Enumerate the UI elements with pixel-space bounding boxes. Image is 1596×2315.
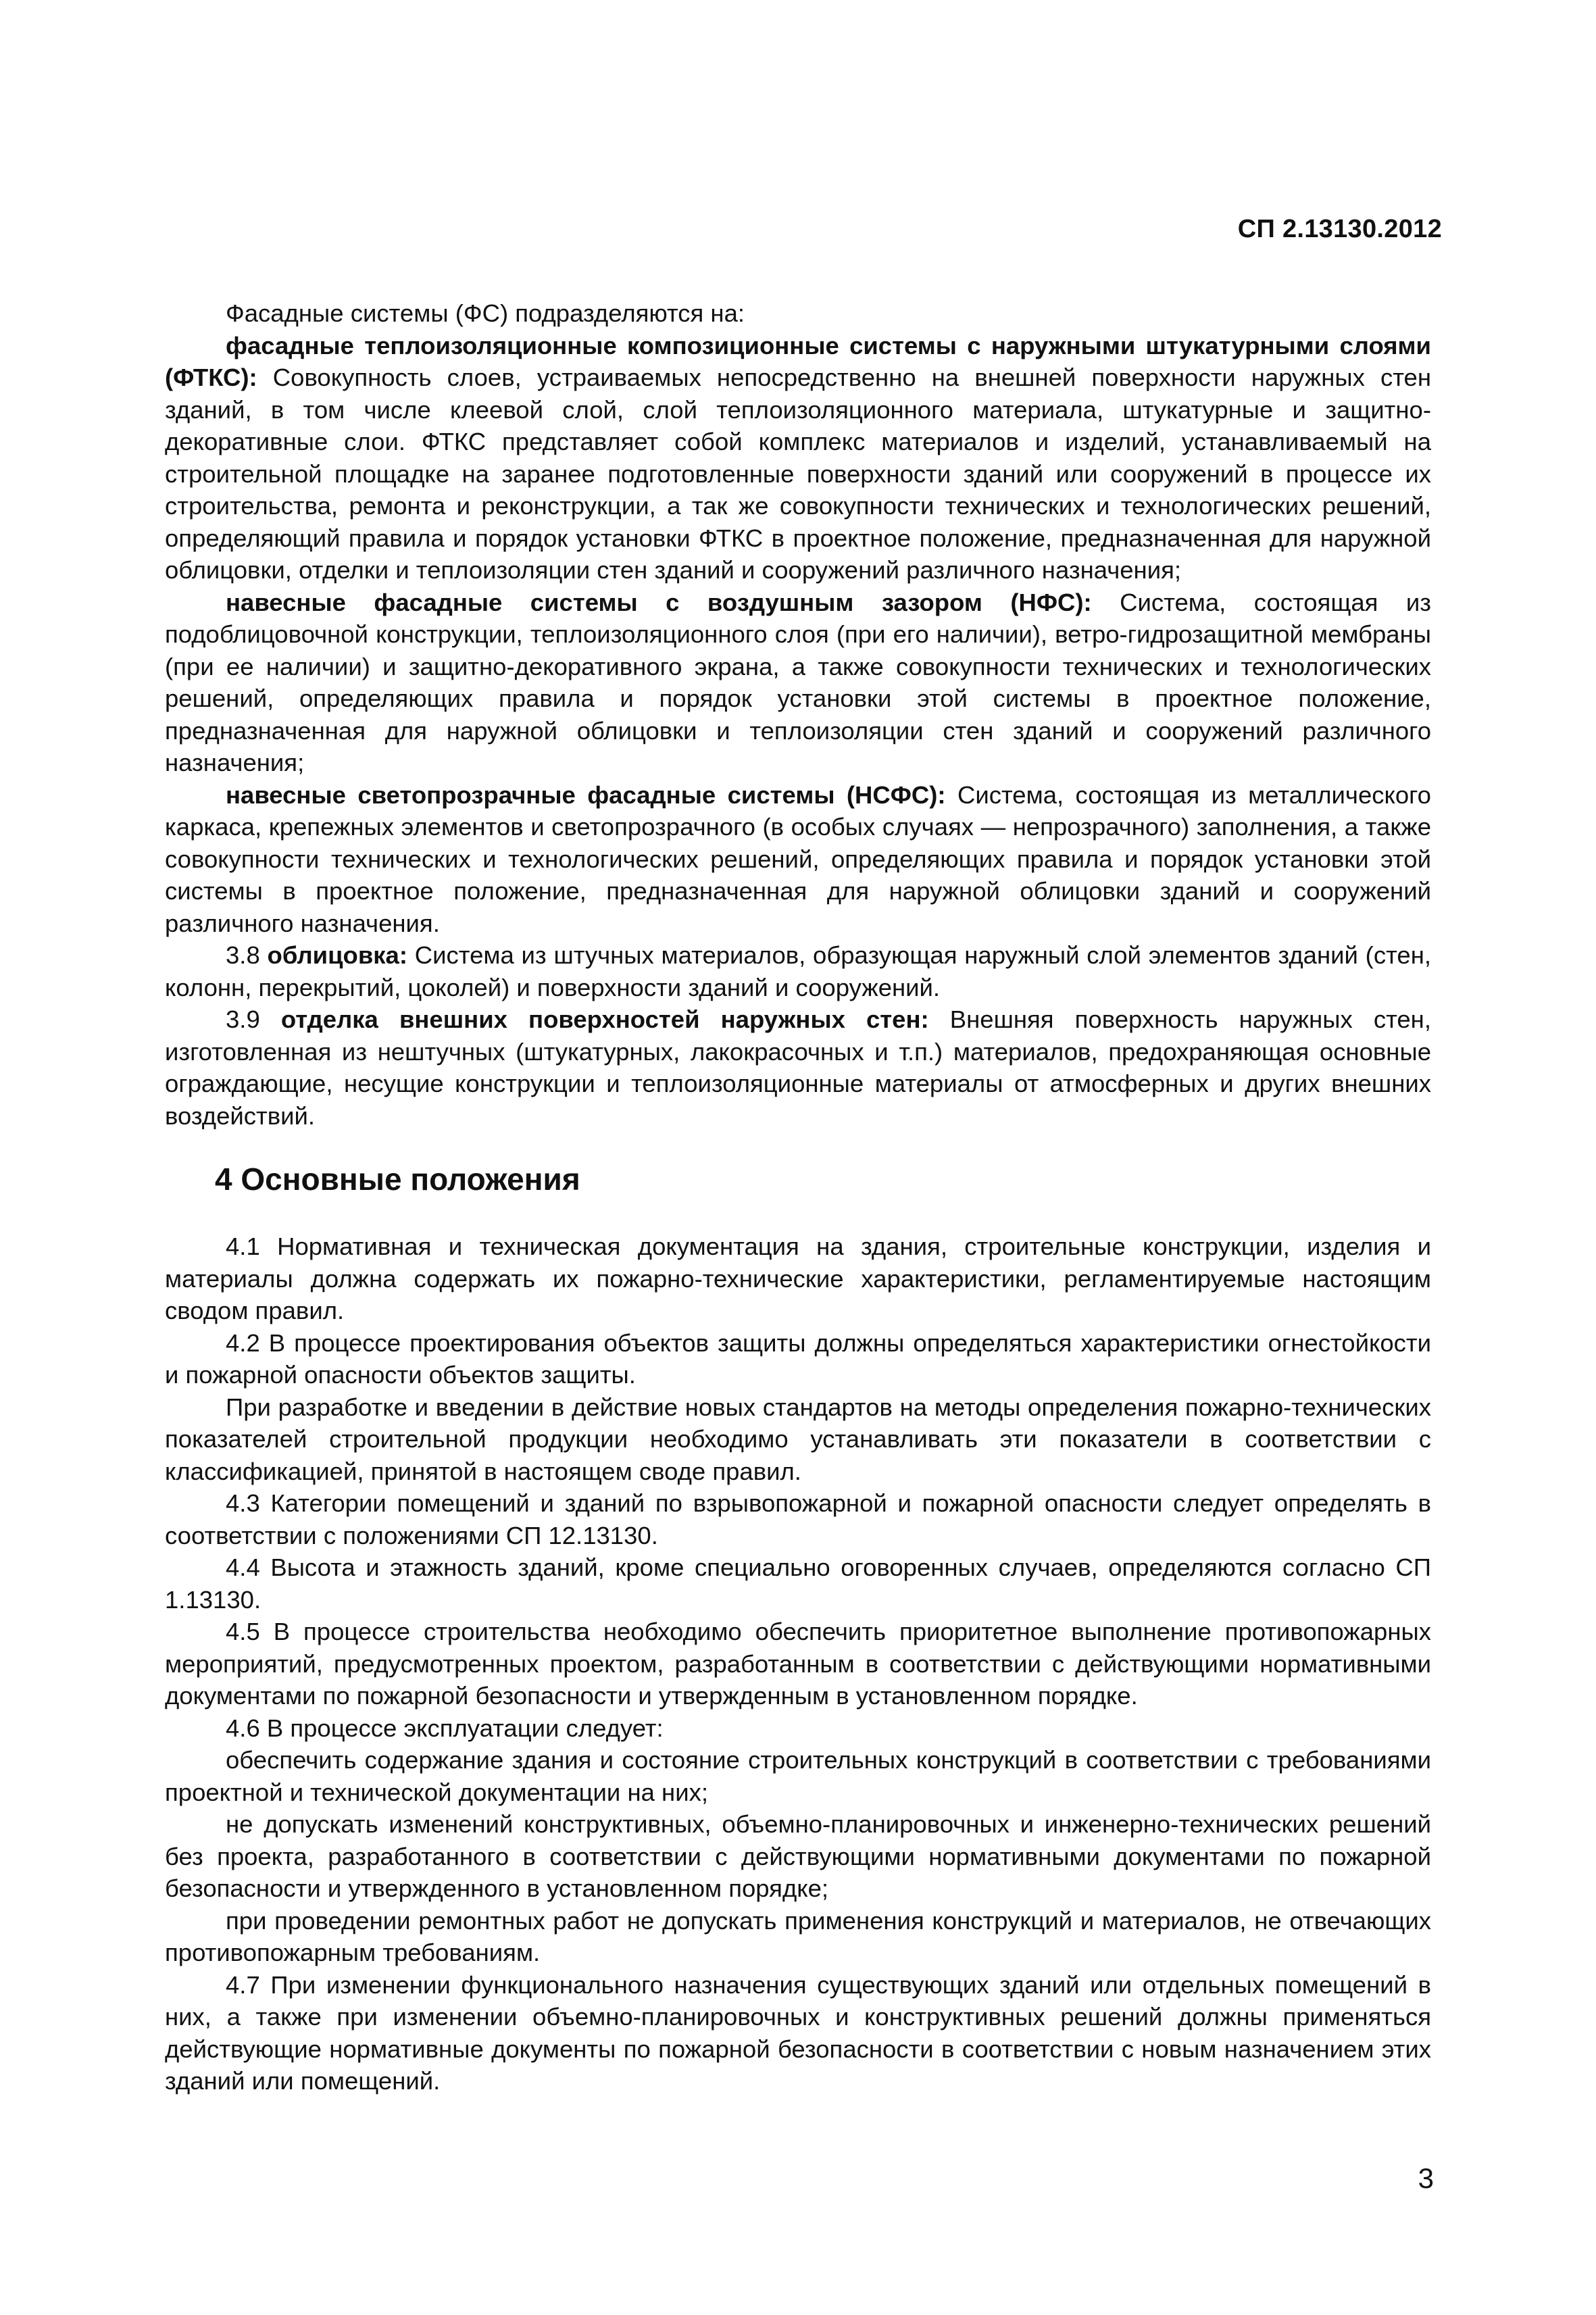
paragraph-3-8	[165, 939, 1431, 1003]
definition-nfs: Система, состоящая из подоблицовочной конструкции, теплоизоляционного слоя (при его наличии), ветро-гидрозащитной мембраны (при ее наличии) и защитно-декоративного экрана, а также совокупности технических и технологических решений, определяющих правила и порядок установки этой системы в проектное положение, предназначенная для наружной облицовки и теплоизоляции стен зданий и сооружений различного назначения;	[165, 588, 1431, 776]
paragraph-text: Фасадные системы (ФС) подразделяются на:	[226, 299, 745, 327]
list-item: не допускать изменений конструктивных, объемно-планировочных и инженерно-технических решений без проекта, разработанного в соответствии с действующими нормативными документами по пожарной безопасности и утвержденного в установленном порядке;	[165, 1810, 1431, 1902]
term-oblitsovka: облицовка:	[267, 941, 407, 969]
paragraph-nfs	[165, 587, 1431, 779]
term-otdelka: отделка внешних поверхностей наружных стен:	[280, 1005, 929, 1033]
list-item: при проведении ремонтных работ не допускать применения конструкций и материалов, не отвечающих противопожарным требованиям.	[165, 1906, 1431, 1966]
paragraph-4-1: 4.1 Нормативная и техническая документация на здания, строительные конструкции, изделия и материалы должна содержать их пожарно-технические характеристики, регламентируемые настоящим сводом правил.	[165, 1233, 1431, 1324]
paragraph-4-4: 4.4 Высота и этажность зданий, кроме специально оговоренных случаев, определяются согласно СП 1.13130.	[165, 1553, 1431, 1614]
clause-number: 3.8	[226, 941, 268, 969]
paragraph-4-2-cont: При разработке и введении в действие новых стандартов на методы определения пожарно-технических показателей строительной продукции необходимо устанавливать эти показатели в соответствии с классификацией, принятой в настоящем своде правил.	[165, 1393, 1431, 1485]
definition-otdelka: Внешняя поверхность наружных стен, изготовленная из нештучных (штукатурных, лакокрасочных и т.п.) материалов, предохраняющая основные ограждающие, несущие конструкции и теплоизоляционные материалы от атмосферных и других внешних воздействий.	[165, 1005, 1431, 1130]
definition-ftks: Совокупность слоев, устраиваемых непосредственно на внешней поверхности наружных стен зданий, в том числе клеевой слой, слой теплоизоляционного материала, штукатурные и защитно-декоративные слои. ФТКС представляет собой комплекс материалов и изделий, устанавливаемый на строительной площадке на заранее подготовленные поверхности зданий или сооружений в процессе их строительства, ремонта и реконструкции, а так же совокупности технических и технологических решений, определяющий правила и порядок установки ФТКС в проектное положение, предназначенная для наружной облицовки, отделки и теплоизоляции стен зданий и сооружений различного назначения;	[165, 364, 1431, 584]
clause-number: 3.9	[226, 1005, 281, 1033]
paragraph-4-3: 4.3 Категории помещений и зданий по взрывопожарной и пожарной опасности следует определять в соответствии с положениями СП 12.13130.	[165, 1489, 1431, 1549]
definition-nsfs: Система, состоящая из металлического каркаса, крепежных элементов и светопрозрачного (в особых случаях — непрозрачного) заполнения, а также совокупности технических и технологических решений, определяющих правила и порядок установки этой системы в проектное положение, предназначенная для наружной облицовки зданий и сооружений различного назначения.	[165, 780, 1431, 937]
definition-oblitsovka: Система из штучных материалов, образующая наружный слой элементов зданий (стен, колонн, перекрытий, цоколей) и поверхности зданий и сооружений.	[165, 941, 1431, 1001]
paragraph-4-5: 4.5 В процессе строительства необходимо обеспечить приоритетное выполнение противопожарных мероприятий, предусмотренных проектом, разработанным в соответствии с действующими нормативными документами по пожарной безопасности и утвержденным в установленном порядке.	[165, 1618, 1431, 1710]
document-body	[165, 297, 1431, 2097]
term-nfs: навесные фасадные системы с воздушным зазором (НФС):	[226, 588, 1092, 616]
list-item: обеспечить содержание здания и состояние строительных конструкций в соответствии с требованиями проектной и технической документации на них;	[165, 1746, 1431, 1806]
term-ftks: фасадные теплоизоляционные композиционные системы с наружными штукатурными слоями (ФТКС):	[165, 331, 1431, 391]
paragraph-4-7: 4.7 При изменении функционального назначения существующих зданий или отдельных помещений в них, а также при изменении объемно-планировочных и конструктивных решений должны применяться действующие нормативные документы по пожарной безопасности в соответствии с новым назначением этих зданий или помещений.	[165, 1970, 1431, 2095]
paragraph-4-2: 4.2 В процессе проектирования объектов защиты должны определяться характеристики огнестойкости и пожарной опасности объектов защиты.	[165, 1328, 1431, 1389]
paragraph-fs-intro	[165, 297, 1431, 330]
paragraph-nsfs	[165, 779, 1431, 940]
document-code: СП 2.13130.2012	[1237, 215, 1442, 243]
page-number: 3	[1418, 2162, 1434, 2194]
paragraph-ftks	[165, 330, 1431, 587]
section-heading: 4 Основные положения	[215, 1162, 580, 1197]
term-nsfs: навесные светопрозрачные фасадные системы (НСФС):	[226, 780, 946, 809]
paragraph-3-9	[165, 1003, 1431, 1132]
paragraph-4-6: 4.6 В процессе эксплуатации следует:	[226, 1714, 664, 1742]
